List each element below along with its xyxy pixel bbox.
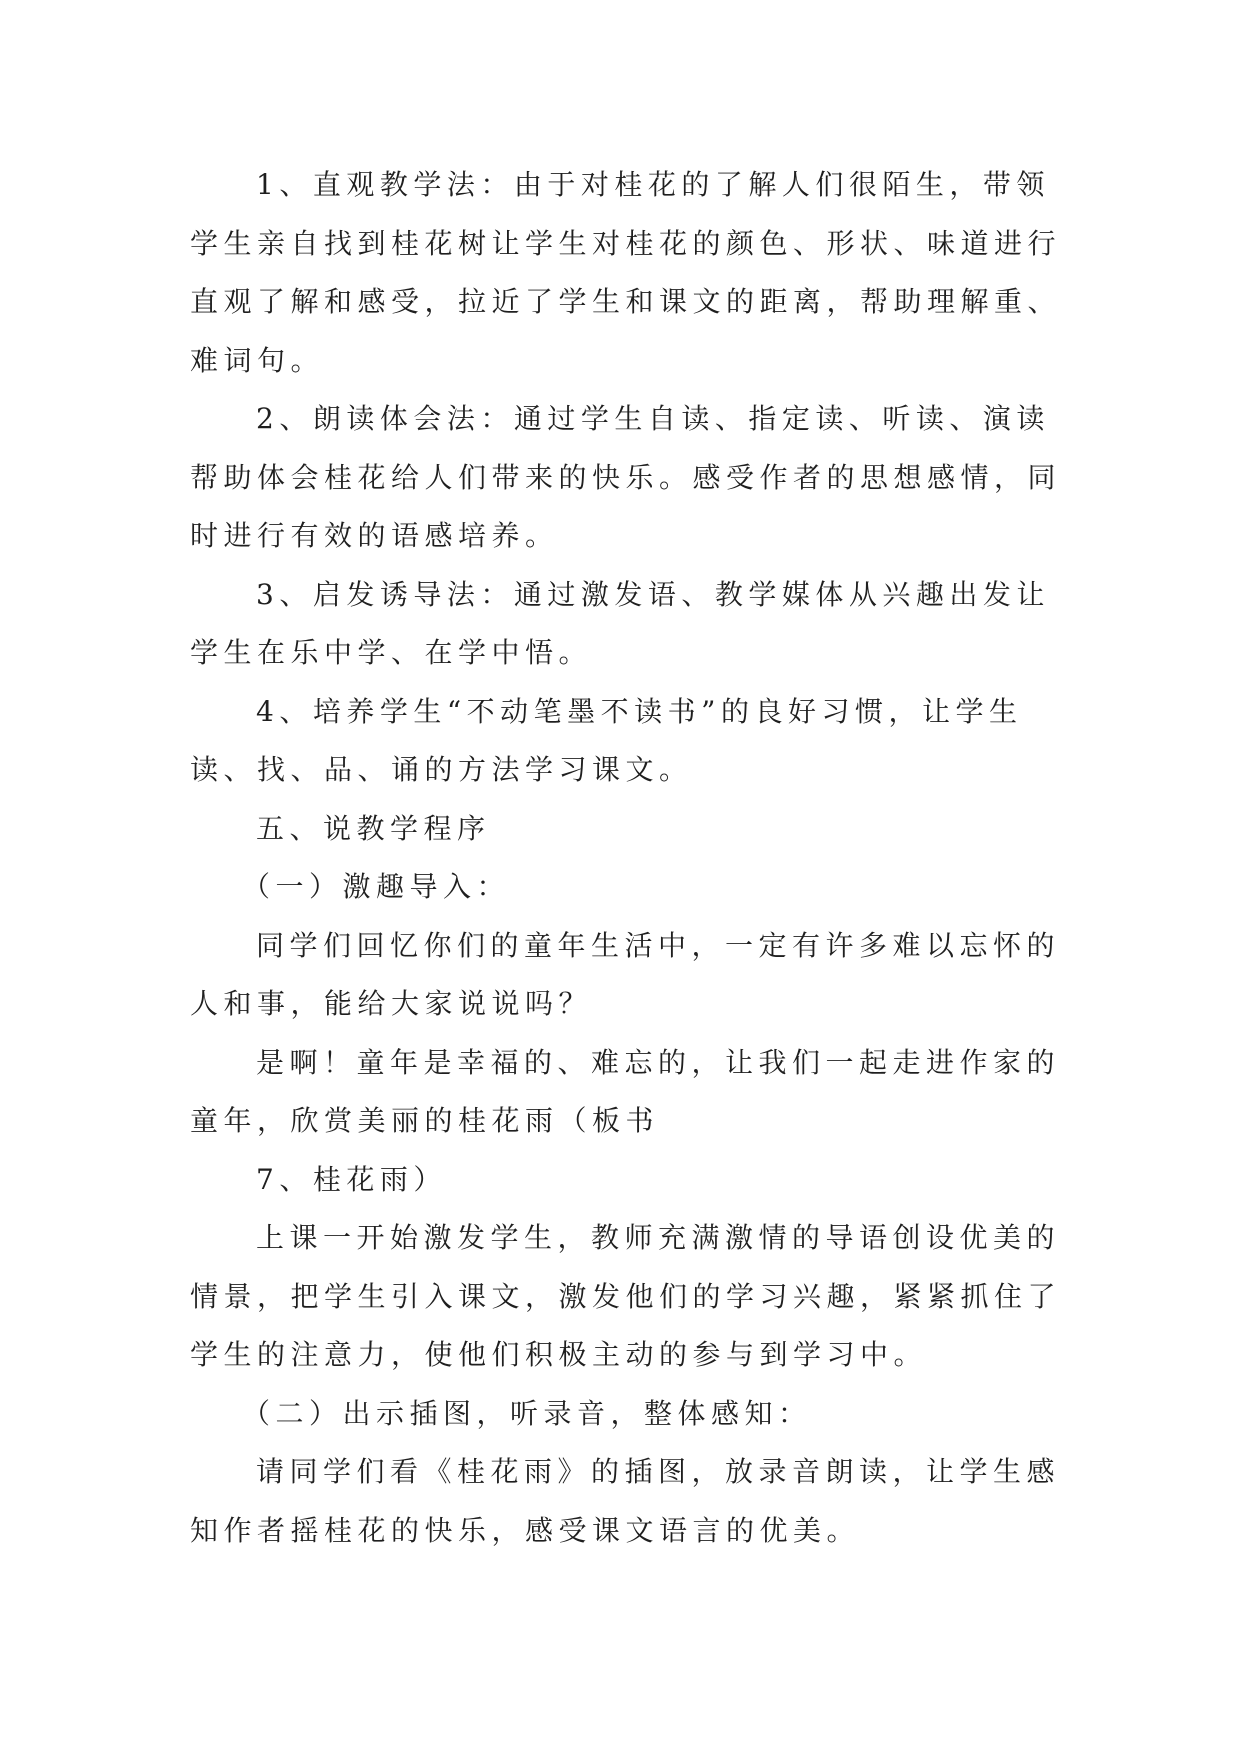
paragraph-intro-explanation: 上课一开始激发学生，教师充满激情的导语创设优美的情景，把学生引入课文，激发他们的学习兴趣，紧紧抓住了学生的注意力，使他们积极主动的参与到学习中。 (190, 1221, 1062, 1371)
section-heading-teaching-procedure: 五、说教学程序 (256, 811, 491, 845)
subsection-heading-1: （一）激趣导入： (242, 870, 511, 903)
document-body (190, 156, 1070, 1560)
paragraph-method-1: 1、直观教学法：由于对桂花的了解人们很陌生，带领学生亲自找到桂花树让学生对桂花的颜色、形状、味道进行直观了解和感受，拉近了学生和课文的距离，帮助理解重、难词句。 (190, 168, 1062, 377)
paragraph-method-4: 4、培养学生“不动笔墨不读书”的良好习惯，让学生读、找、品、诵的方法学习课文。 (190, 694, 1023, 786)
paragraph-illustration-listening: 请同学们看《桂花雨》的插图，放录音朗读，让学生感知作者摇桂花的快乐，感受课文语言的优美。 (190, 1455, 1061, 1547)
paragraph-method-2: 2、朗读体会法：通过学生自读、指定读、听读、演读帮助体会桂花给人们带来的快乐。感受作者的思想感情，同时进行有效的语感培养。 (190, 402, 1062, 552)
paragraph-board-title: 7、桂花雨） (256, 1162, 447, 1196)
paragraph-method-3: 3、启发诱导法：通过激发语、教学媒体从兴趣出发让学生在乐中学、在学中悟。 (190, 577, 1050, 669)
paragraph-intro-question: 同学们回忆你们的童年生活中，一定有许多难以忘怀的人和事，能给大家说说吗？ (190, 928, 1061, 1020)
paragraph-intro-response: 是啊！童年是幸福的、难忘的，让我们一起走进作家的童年，欣赏美丽的桂花雨（板书 (190, 1045, 1061, 1137)
subsection-heading-2: （二）出示插图，听录音，整体感知： (242, 1396, 812, 1430)
